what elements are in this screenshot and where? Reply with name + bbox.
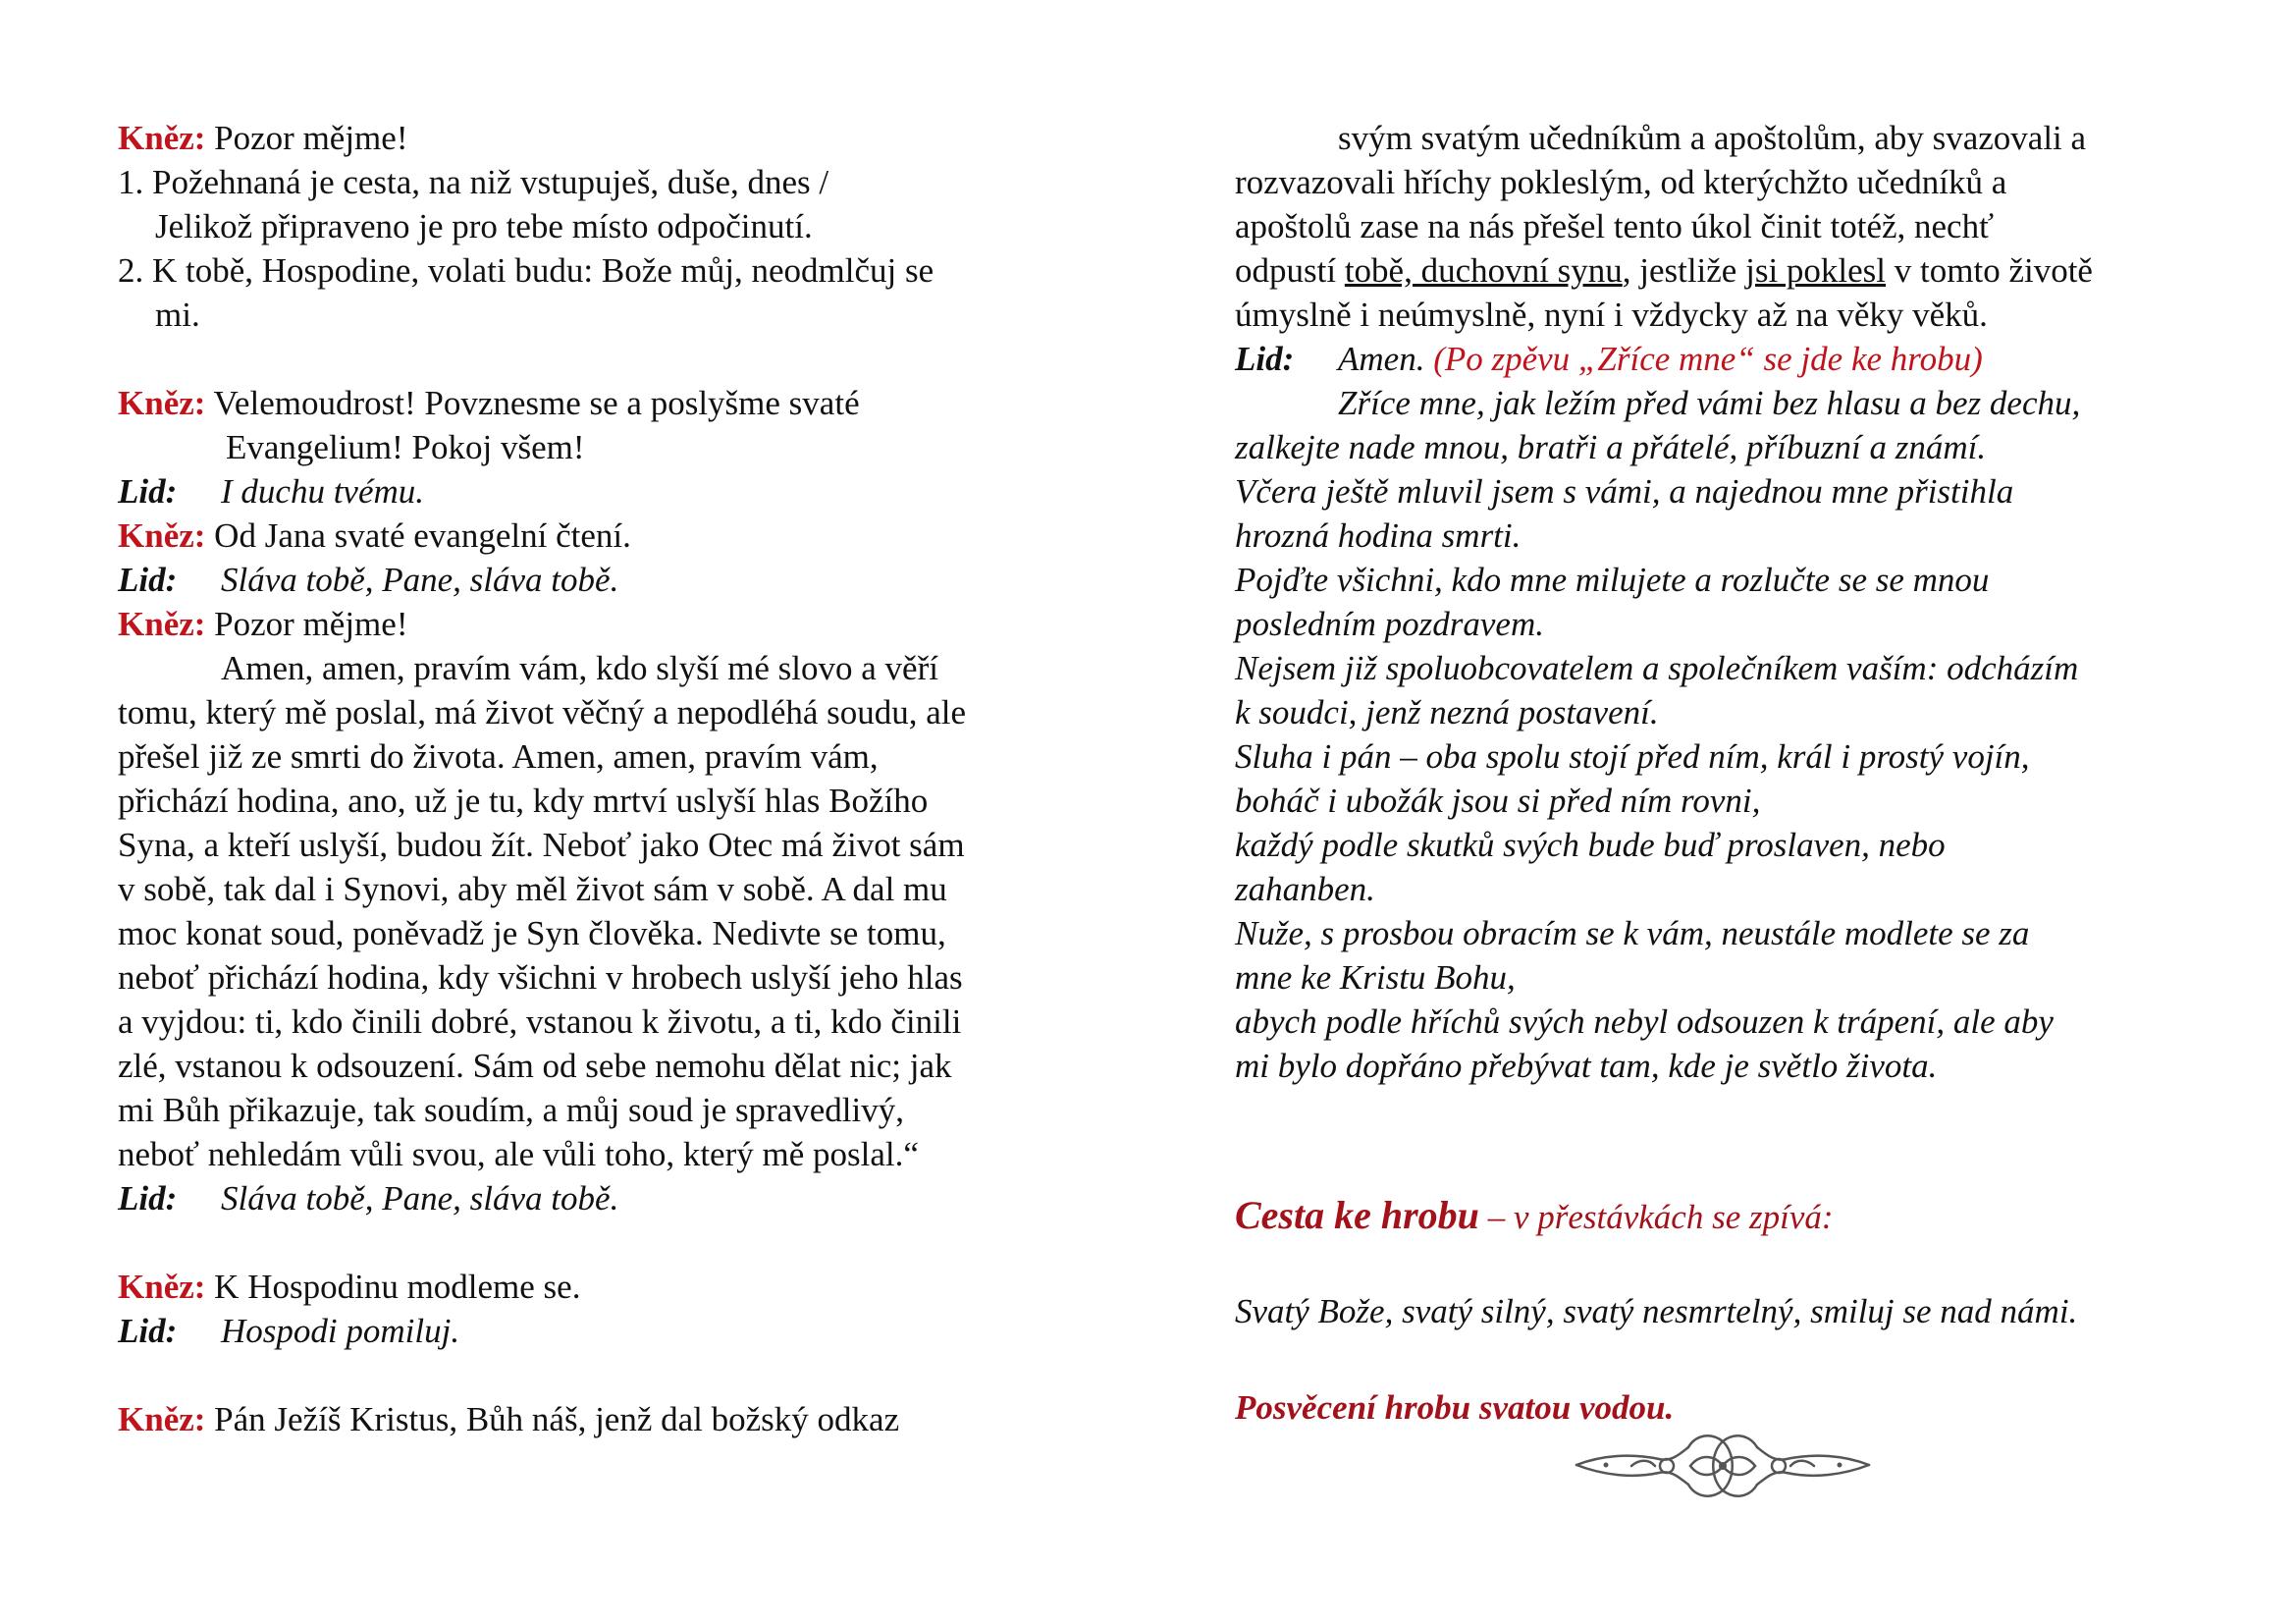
rubric-note: (Po zpěvu „Zříce mne“ se jde ke hrobu): [1433, 340, 1983, 378]
gospel-line: zlé, vstanou k odsouzení. Sám od sebe nemohu dělat nic; jak: [118, 1047, 952, 1085]
gospel-line: moc konat soud, poněvadž je Syn člověka. Nedivte se tomu,: [118, 914, 946, 952]
dialogue-line: [118, 1309, 1075, 1353]
text-fragment: odpustí: [1235, 251, 1345, 290]
hymn-line: Nuže, s prosbou obracím se k vám, neustále modlete se za: [1235, 914, 2030, 952]
numbered-verse-cont: Jelikož připraveno je pro tebe místo odpočinutí.: [155, 207, 813, 245]
speaker-people: Lid:: [118, 1179, 178, 1218]
numbered-verse: 2. K tobě, Hospodine, volati budu: Bože můj, neodmlčuj se: [118, 251, 934, 290]
gospel-line: neboť nehledám vůli svou, ale vůli toho, který mě poslal.“: [118, 1135, 919, 1173]
left-column: [118, 116, 1075, 1441]
numbered-verse: 1. Požehnaná je cesta, na niž vstupuješ, duše, dnes /: [118, 163, 829, 201]
hymn-line: Nejsem již spoluobcovatelem a společníkem vaším: odcházím: [1235, 649, 2079, 687]
speaker-priest: Kněz:: [118, 516, 206, 555]
gospel-line: tomu, který mě poslal, má život věčný a nepodléhá soudu, ale: [118, 693, 967, 731]
dialogue-line: [118, 514, 1075, 558]
dialogue-line: [118, 116, 1075, 160]
gospel-line: Syna, a kteří uslyší, budou žít. Neboť jako Otec má život sám: [118, 826, 965, 864]
right-column: [1235, 116, 2202, 1430]
line-text: Amen.: [1338, 340, 1434, 378]
speaker-priest: Kněz:: [118, 1268, 206, 1306]
text-fragment: , jestliže: [1622, 251, 1746, 290]
prayer-line: svým svatým učedníkům a apoštolům, aby svazovali a: [1338, 119, 2087, 157]
dialogue-line: [118, 1397, 1075, 1441]
hymn-line: Pojďte všichni, kdo mne milujete a rozlučte se se mnou: [1235, 561, 1990, 599]
gospel-line: přešel již ze smrti do života. Amen, amen, pravím vám,: [118, 737, 879, 776]
speaker-people: Lid:: [118, 561, 178, 599]
text-fragment: v tomto životě: [1886, 251, 2093, 290]
underlined-phrase: jsi poklesl: [1745, 251, 1887, 290]
line-text: Pán Ježíš Kristus, Bůh náš, jenž dal božský odkaz: [205, 1400, 900, 1438]
dialogue-line: [118, 381, 1075, 425]
dialogue-line: [118, 469, 1075, 514]
dialogue-line: [1235, 337, 2202, 381]
line-text: Hospodi pomiluj.: [221, 1312, 460, 1350]
line-text: Sláva tobě, Pane, sláva tobě.: [221, 1179, 619, 1218]
decorative-flourish-icon: [1573, 1426, 1873, 1506]
heading-rubric: – v přestávkách se zpívá:: [1478, 1198, 1834, 1236]
gospel-line: neboť přichází hodina, kdy všichni v hrobech uslyší jeho hlas: [118, 958, 963, 997]
hymn-line: mne ke Kristu Bohu,: [1235, 958, 1516, 997]
dialogue-line: [118, 602, 1075, 646]
line-text: Pozor mějme!: [205, 119, 408, 157]
speaker-people: Lid:: [118, 472, 178, 511]
hymn-line: hrozná hodina smrti.: [1235, 516, 1522, 555]
line-text: Od Jana svaté evangelní čtení.: [205, 516, 631, 555]
numbered-verse-cont: mi.: [155, 296, 200, 334]
hymn-line: abych podle hříchů svých nebyl odsouzen k trápení, ale aby: [1235, 1002, 2054, 1041]
prayer-line: rozvazovali hříchy pokleslým, od kterýchžto učedníků a: [1235, 163, 2007, 201]
line-text: I duchu tvému.: [221, 472, 425, 511]
hymn-line: Zříce mne, jak ležím před vámi bez hlasu a bez dechu,: [1338, 384, 2081, 422]
speaker-priest: Kněz:: [118, 119, 206, 157]
line-text: Pozor mějme!: [205, 605, 408, 643]
hymn-line: každý podle skutků svých bude buď proslaven, nebo: [1235, 826, 1946, 864]
gospel-line: v sobě, tak dal i Synovi, aby měl život sám v sobě. A dal mu: [118, 870, 947, 908]
section-heading: [1235, 1191, 2202, 1242]
dialogue-line: [118, 1176, 1075, 1220]
prayer-line: úmyslně i neúmyslně, nyní i vždycky až na věky věků.: [1235, 296, 1988, 334]
hymn-line: zalkejte nade mnou, bratři a přátelé, příbuzní a známí.: [1235, 428, 1987, 466]
gospel-line: Amen, amen, pravím vám, kdo slyší mé slovo a věří: [221, 649, 938, 687]
blessing-rubric: Posvěcení hrobu svatou vodou.: [1235, 1388, 1675, 1427]
speaker-people: Lid:: [118, 1312, 178, 1350]
trisagion-line: Svatý Bože, svatý silný, svatý nesmrtelný, smiluj se nad námi.: [1235, 1292, 2078, 1330]
hymn-line: zahanben.: [1235, 870, 1375, 908]
hymn-line: boháč i ubožák jsou si před ním rovni,: [1235, 782, 1761, 820]
line-text: K Hospodinu modleme se.: [205, 1268, 581, 1306]
line-text: Velemoudrost! Povznesme se a poslyšme svaté: [205, 384, 860, 422]
hymn-line: Sluha i pán – oba spolu stojí před ním, král i prostý vojín,: [1235, 737, 2030, 776]
hymn-line: Včera ještě mluvil jsem s vámi, a najednou mne přistihla: [1235, 472, 2014, 511]
speaker-priest: Kněz:: [118, 605, 206, 643]
speaker-people: Lid:: [1235, 340, 1295, 378]
gospel-line: přichází hodina, ano, už je tu, kdy mrtví uslyší hlas Božího: [118, 782, 929, 820]
prayer-line: apoštolů zase na nás přešel tento úkol činit totéž, nechť: [1235, 207, 1995, 245]
prayer-line: [1235, 248, 2202, 293]
line-continuation: Evangelium! Pokoj všem!: [226, 428, 585, 466]
underlined-phrase: tobě, duchovní synu: [1344, 251, 1623, 290]
dialogue-line: [118, 1265, 1075, 1309]
gospel-line: mi Bůh přikazuje, tak soudím, a můj soud je spravedlivý,: [118, 1091, 904, 1129]
hymn-line: posledním pozdravem.: [1235, 605, 1544, 643]
speaker-priest: Kněz:: [118, 1400, 206, 1438]
line-text: Sláva tobě, Pane, sláva tobě.: [221, 561, 619, 599]
hymn-line: mi bylo dopřáno přebývat tam, kde je světlo života.: [1235, 1047, 1938, 1085]
gospel-line: a vyjdou: ti, kdo činili dobré, vstanou k životu, a ti, kdo činili: [118, 1002, 962, 1041]
hymn-line: k soudci, jenž nezná postavení.: [1235, 693, 1659, 731]
speaker-priest: Kněz:: [118, 384, 206, 422]
heading-title: Cesta ke hrobu: [1235, 1193, 1479, 1237]
dialogue-line: [118, 558, 1075, 602]
